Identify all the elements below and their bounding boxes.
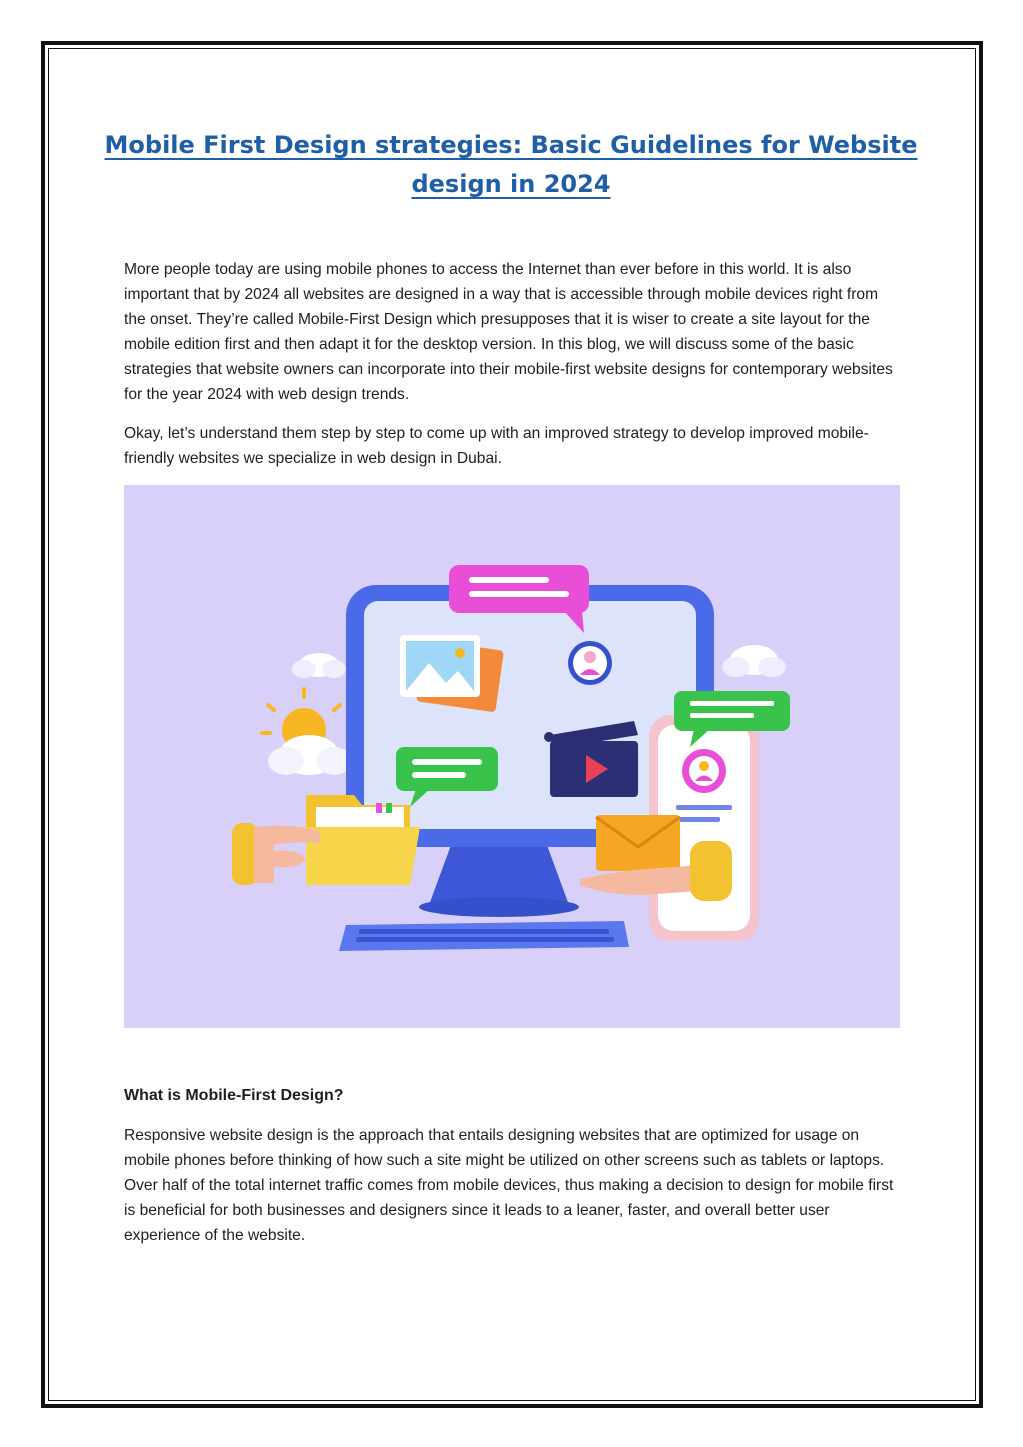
user-avatar-icon bbox=[568, 641, 612, 685]
keyboard-icon bbox=[339, 921, 629, 951]
cloud-icon bbox=[722, 645, 786, 677]
mobile-first-illustration bbox=[124, 485, 900, 1028]
section-paragraph: Responsive website design is the approach that entails designing websites that are optimized for usage on mobile phones before thinking of how such a site might be utilized on other screens such as tablets or laptops. Over half of the total internet traffic comes from mobile devices, thus making a decision to design for mobile first is beneficial for both businesses and designers since it leads to a leaner, faster, and overall better user experience of the website. bbox=[124, 1127, 894, 1244]
cloud-icon bbox=[292, 653, 346, 678]
sun-icon bbox=[262, 689, 352, 775]
envelope-icon bbox=[596, 815, 680, 871]
section-heading: What is Mobile-First Design? bbox=[124, 1087, 344, 1104]
folder-icon bbox=[306, 795, 420, 885]
monitor-stand bbox=[419, 837, 579, 917]
intro-paragraph: More people today are using mobile phones to access the Internet than ever before in this world. It is also important that by 2024 all websites are designed in a way that is accessible through mobile devices right from the onset. They’re called Mobile-First Design which presupposes that it is wiser to create a site layout for the mobile edition first and then adapt it for the desktop version. In this blog, we will discuss some of the basic strategies that website owners can incorporate into their mobile-first website designs for contemporary websites for the year 2024 with web design trends. bbox=[124, 261, 893, 403]
article-title[interactable]: Mobile First Design strategies: Basic Guidelines for Website design in 2024 bbox=[104, 131, 918, 198]
second-paragraph: Okay, let’s understand them step by step to come up with an improved strategy to develop improved mobile-friendly websites we specialize in web design in Dubai. bbox=[124, 425, 869, 467]
